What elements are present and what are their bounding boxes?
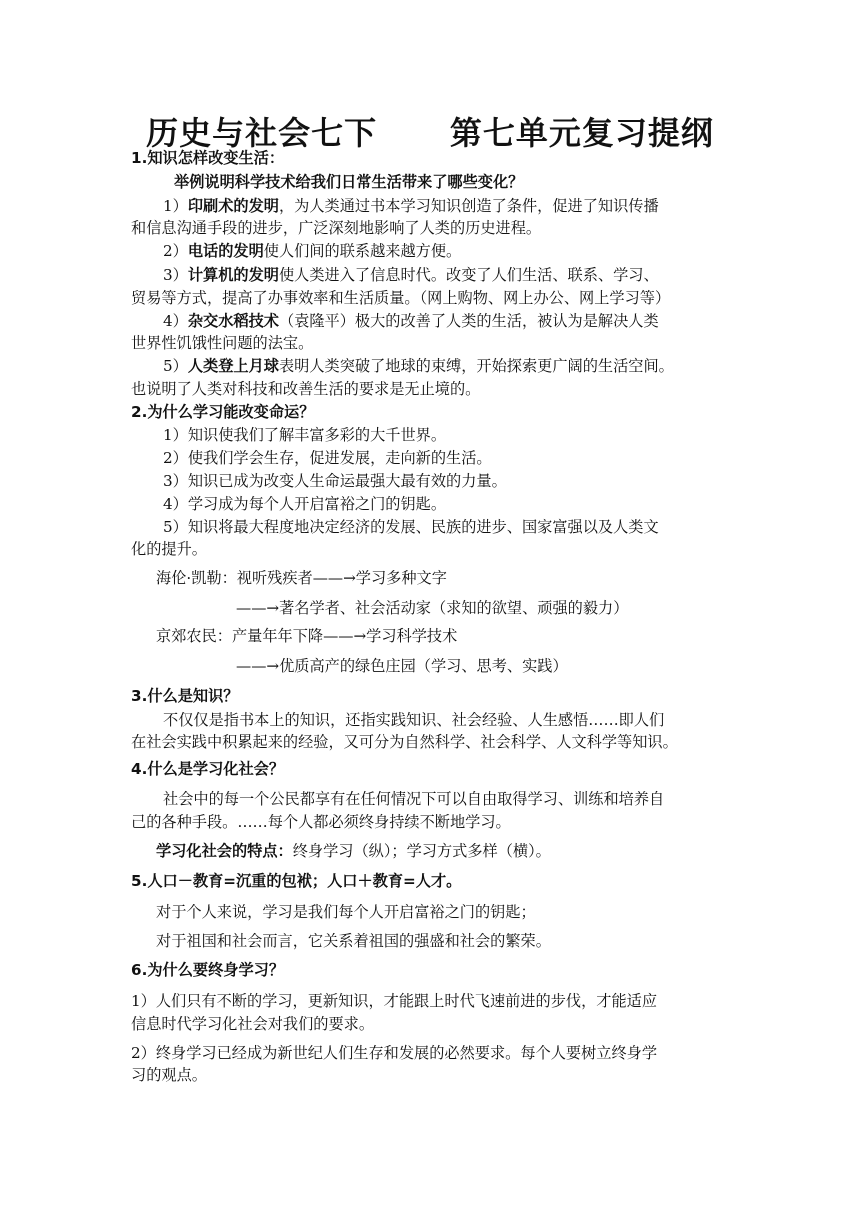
s3-line-2: 在社会实践中积累起来的经验，又可分为自然科学、社会科学、人文科学等知识。 — [131, 733, 678, 751]
point-number: 5） — [163, 357, 188, 375]
point-number: 3） — [163, 266, 188, 284]
s1-point-5-cont: 也说明了人类对科技和改善生活的要求是无止境的。 — [131, 380, 481, 398]
example-helen-keller-result: ——→著名学者、社会活动家（求知的欲望、顽强的毅力） — [236, 599, 629, 617]
s1-point-1 — [163, 195, 763, 217]
point-keyword: 印刷术的发明 — [187, 197, 279, 215]
point-number: 2） — [163, 242, 188, 260]
s1-point-3 — [163, 264, 763, 286]
s6-point-2: 2）终身学习已经成为新世纪人们生存和发展的必然要求。每个人要树立终身学 — [131, 1044, 658, 1062]
features-label: 学习化社会的特点： — [156, 842, 293, 860]
s1-point-1-cont: 和信息沟通手段的进步，广泛深刻地影响了人类的历史进程。 — [131, 219, 542, 237]
s2-item-5: 5）知识将最大程度地决定经济的发展、民族的进步、国家富强以及人类文 — [163, 518, 659, 536]
s6-point-2-cont: 习的观点。 — [131, 1066, 207, 1084]
example-helen-keller: 海伦·凯勒：视听残疾者——→学习多种文字 — [156, 569, 447, 587]
section-4-heading: 4.什么是学习化社会？ — [131, 760, 285, 778]
s1-point-2 — [163, 240, 763, 262]
section-2-heading: 2.为什么学习能改变命运？ — [131, 403, 315, 421]
section-6-heading: 6.为什么要终身学习？ — [131, 961, 285, 979]
s3-line-1: 不仅仅是指书本上的知识，还指实践知识、社会经验、人生感悟……即人们 — [163, 711, 665, 729]
s1-point-5 — [163, 355, 763, 377]
s4-features — [156, 840, 756, 862]
page-title: 历史与社会七下 第七单元复习提纲 — [146, 114, 714, 152]
point-text: （袁隆平）极大的改善了人类的生活，被认为是解决人类 — [278, 312, 659, 330]
s2-item-4: 4）学习成为每个人开启富裕之门的钥匙。 — [163, 495, 447, 513]
point-keyword: 杂交水稻技术 — [187, 312, 279, 330]
point-text: 使人类进入了信息时代。改变了人们生活、联系、学习、 — [278, 266, 659, 284]
s1-point-4-cont: 世界性饥饿性问题的法宝。 — [131, 334, 314, 352]
section-3-heading: 3.什么是知识？ — [131, 687, 239, 705]
example-farmer: 京郊农民：产量年年下降——→学习科学技术 — [156, 627, 458, 645]
s4-line-1: 社会中的每一个公民都享有在任何情况下可以自由取得学习、训练和培养自 — [163, 790, 665, 808]
features-text: 终身学习（纵）；学习方式多样（横）。 — [292, 842, 551, 860]
s5-line-1: 对于个人来说，学习是我们每个人开启富裕之门的钥匙； — [156, 903, 536, 921]
s6-point-1-cont: 信息时代学习化社会对我们的要求。 — [131, 1015, 374, 1033]
point-text: 表明人类突破了地球的束缚，开始探索更广阔的生活空间。 — [278, 357, 674, 375]
section-1-question: 举例说明科学技术给我们日常生活带来了哪些变化？ — [174, 173, 524, 191]
section-5-heading: 5.人口－教育=沉重的包袱；人口＋教育=人才。 — [131, 872, 462, 890]
s5-line-2: 对于祖国和社会而言，它关系着祖国的强盛和社会的繁荣。 — [156, 932, 551, 950]
s2-item-3: 3）知识已成为改变人生命运最强大最有效的力量。 — [163, 472, 507, 490]
s2-item-5-cont: 化的提升。 — [131, 540, 207, 558]
s2-item-2: 2）使我们学会生存，促进发展，走向新的生活。 — [163, 449, 492, 467]
point-keyword: 电话的发明 — [187, 242, 264, 260]
example-farmer-result: ——→优质高产的绿色庄园（学习、思考、实践） — [236, 657, 568, 675]
point-keyword: 计算机的发明 — [187, 266, 279, 284]
s6-point-1: 1）人们只有不断的学习，更新知识，才能跟上时代飞速前进的步伐，才能适应 — [131, 992, 658, 1010]
s2-item-1: 1）知识使我们了解丰富多彩的大千世界。 — [163, 426, 447, 444]
point-number: 4） — [163, 312, 188, 330]
point-text: ，为人类通过书本学习知识创造了条件，促进了知识传播 — [278, 197, 659, 215]
s1-point-4 — [163, 310, 763, 332]
s1-point-3-cont: 贸易等方式，提高了办事效率和生活质量。（网上购物、网上办公、网上学习等） — [131, 289, 671, 307]
s4-line-2: 己的各种手段。……每个人都必须终身持续不断地学习。 — [131, 813, 511, 831]
section-1-heading: 1.知识怎样改变生活： — [131, 149, 285, 167]
point-text: 使人们间的联系越来越方便。 — [263, 242, 462, 260]
point-keyword: 人类登上月球 — [187, 357, 279, 375]
point-number: 1） — [163, 197, 188, 215]
